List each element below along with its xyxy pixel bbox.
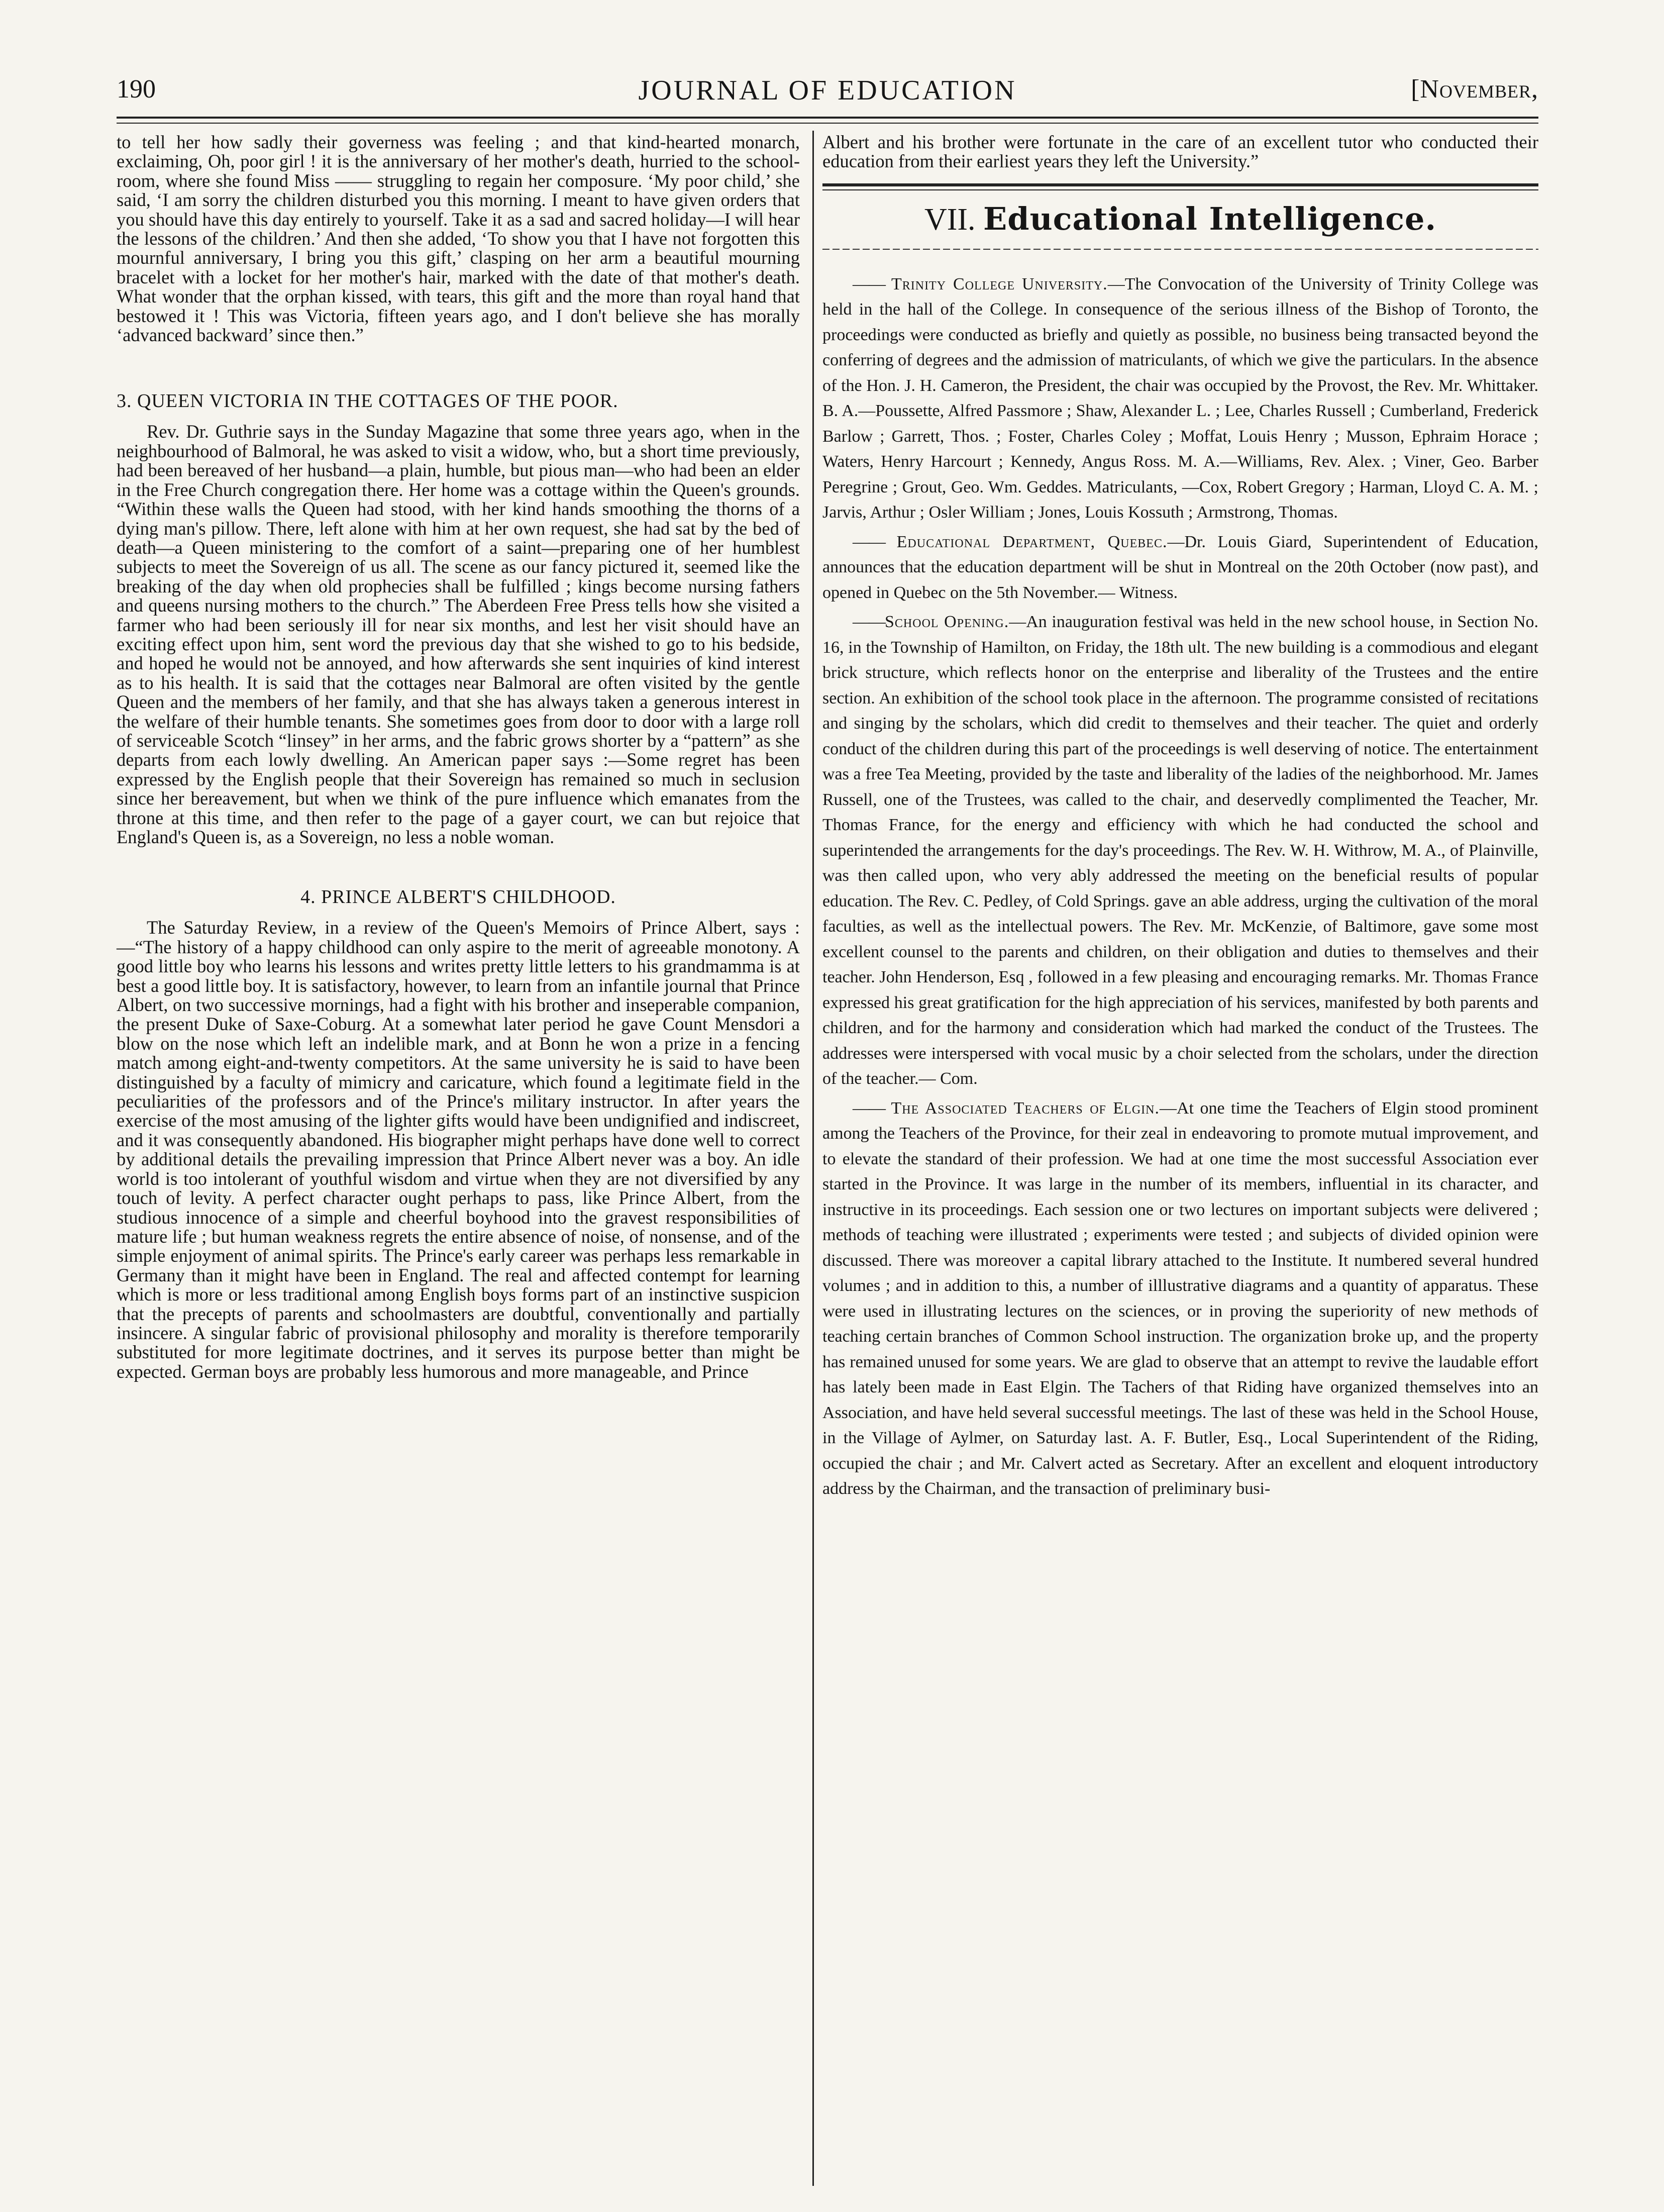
news-item-title: Trinity College University. xyxy=(891,274,1108,293)
news-item-body: Dr. Louis Giard, Superintendent of Education, announces that the education department will be shut in Montreal on the 20th October (now past), and opened in Quebec on the 5th November.— Witness. xyxy=(822,532,1538,602)
news-item-body: The Convocation of the University of Trinity College was held in the hall of the College. In consequence of the serious illness of the Bishop of Toronto, the proceedings were conducted as briefly and quietly as possible, no business being transacted beyond the conferring of degrees and the admission of matriculants, of which we give the particulars. In the absence of the Hon. J. H. Cameron, the President, the chair was occupied by the Provost, the Rev. Mr. Whittaker. B. A.—Poussette, Alfred Passmore ; Shaw, Alexander L. ; Lee, Charles Russell ; Cumberland, Frederick Barlow ; Garrett, Thos. ; Foster, Charles Coley ; Moffat, Louis Henry ; Musson, Ephraim Horace ; Waters, Henry Harcourt ; Kennedy, Angus Ross. M. A.—Williams, Rev. Alex. ; Viner, Geo. Barber Peregrine ; Grout, Geo. Wm. Geddes. Matriculants, —Cox, Robert Gregory ; Harman, Lloyd C. A. M. ; Jarvis, Arthur ; Osler William ; Jones, Louis Kossuth ; Armstrong, Thomas. xyxy=(822,274,1539,522)
news-item-body: An inauguration festival was held in the new school house, in Section No. 16, in the Township of Hamilton, on Friday, the 18th ult. The new building is a commodious and elegant brick structure, which reflects honor on the enterprise and liberality of the Trustees and the entire section. An exhibition of the school took place in the afternoon. The programme consisted of recitations and singing by the scholars, which did credit to themselves and their teacher. The quiet and orderly conduct of the children during this part of the proceedings is well deserving of notice. The entertainment was a free Tea Meeting, provided by the taste and liberality of the ladies of the neighborhood. Mr. James Russell, one of the Trustees, was called to the chair, and deservedly complimented the Teacher, Mr. Thomas France, for the energy and efficiency with which he had conducted the school and superintended the arrangements for the day's proceedings. The Rev. W. H. Withrow, M. A., of Plainville, was then called upon, who very ably addressed the meeting on the beneficial results of popular education. The Rev. C. Pedley, of Cold Springs. gave an able address, urging the cultivation of the moral faculties, as well as the intellectual powers. The Rev. Mr. McKenzie, of Baltimore, gave some most excellent counsel to the parents and children, on their obligation and duties to themselves and their teacher. John Henderson, Esq , followed in a few pleasing and encouraging remarks. Mr. Thomas France expressed his great gratification for the high appreciation of his services, manifested by both parents and children, and for the harmony and consideration which had marked the conduct of the Trustees. The addresses were interspersed with vocal music by a choir selected from the scholars, under the direction of the teacher.— Com. xyxy=(822,613,1539,1088)
section-heading-prince-albert-childhood: 4. PRINCE ALBERT'S CHILDHOOD. xyxy=(300,886,616,908)
running-header xyxy=(117,74,1538,120)
section-heading-queen-victoria-cottages: 3. QUEEN VICTORIA IN THE COTTAGES OF THE POOR. xyxy=(117,390,618,412)
banner-number: VII. xyxy=(924,202,976,237)
journal-title: JOURNAL OF EDUCATION xyxy=(638,75,1017,106)
header-rule-thick xyxy=(117,117,1538,119)
issue-month: [November, xyxy=(1411,75,1538,104)
news-item-title: The Associated Teachers of Elgin. xyxy=(891,1098,1160,1118)
continued-paragraph-right: Albert and his brother were fortunate in the care of an excellent tutor who conducted their education from their earliest years they left the University.” xyxy=(822,132,1538,172)
news-item-title: School Opening. xyxy=(885,613,1009,632)
section-banner xyxy=(822,199,1538,239)
news-items xyxy=(822,272,1538,1502)
banner-rule xyxy=(822,183,1538,190)
header-rule-thin xyxy=(117,123,1538,124)
news-item-elgin-teachers: —— The Associated Teachers of Elgin.—At one time the Teachers of Elgin stood prominent among the Teachers of the Province, for their zeal in endeavoring to promote mutual improvement, and to elevate the standard of their profession. We had at one time the most successful Association ever started in the Province. It was large in the number of its members, influential in its character, and instructive in its proceedings. Each session one or two lectures on important subjects were delivered ; methods of teaching were illustrated ; experiments were tested ; and subjects of divided opinion were discussed. There was moreover a capital library attached to the Institute. It numbered several hundred volumes ; and in addition to this, a number of illlustrative diagrams and a quantity of apparatus. These were used in illustrating lectures on the sciences, or in proving the superiority of new methods of teaching certain branches of Common School instruction. The organization broke up, and the property has remained unused for some years. We are glad to observe that an attempt to revive the laudable effort has lately been made in East Elgin. The Tachers of that Riding have organized themselves into an Association, and have held several successful meetings. The last of these was held in the School House, in the Village of Aylmer, on Saturday last. A. F. Butler, Esq., Local Superintendent of the Riding, occupied the chair ; and Mr. Calvert acted as Secretary. After an excellent and eloquent introductory address by the Chairman, and the transaction of preliminary busi- xyxy=(822,1098,1539,1498)
news-item-title: Educational Department, Quebec. xyxy=(896,532,1168,551)
news-item-trinity-college: —— Trinity College University.—The Convocation of the University of Trinity College was held in the hall of the College. In consequence of the serious illness of the Bishop of Toronto, the proceedings were conducted as briefly and quietly as possible, no business being transacted beyond the conferring of degrees and the admission of matriculants, of which we give the particulars. In the absence of the Hon. J. H. Cameron, the President, the chair was occupied by the Provost, the Rev. Mr. Whittaker. B. A.—Poussette, Alfred Passmore ; Shaw, Alexander L. ; Lee, Charles Russell ; Cumberland, Frederick Barlow ; Garrett, Thos. ; Foster, Charles Coley ; Moffat, Louis Henry ; Musson, Ephraim Horace ; Waters, Henry Harcourt ; Kennedy, Angus Ross. M. A.—Williams, Rev. Alex. ; Viner, Geo. Barber Peregrine ; Grout, Geo. Wm. Geddes. Matriculants, —Cox, Robert Gregory ; Harman, Lloyd C. A. M. ; Jarvis, Arthur ; Osler William ; Jones, Louis Kossuth ; Armstrong, Thomas. xyxy=(822,274,1539,522)
section-body-prince-albert-childhood: The Saturday Review, in a review of the Queen's Memoirs of Prince Albert, says :—“The history of a happy childhood can only aspire to the merit of agreeable monotony. A good little boy who learns his lessons and writes pretty little letters to his grandmamma is at best a good little boy. It is satisfactory, however, to learn from an infantile journal that Prince Albert, on two successive mornings, had a fight with his brother and inseperable companion, the present Duke of Saxe-Coburg. At a somewhat later period he gave Count Mensdori a blow on the nose which left an indelible mark, and at Bonn he won a prize in a fencing match among eight-and-twenty competitors. At the same university he is said to have been distinguished by a faculty of mimicry and caricature, which found a legitimate field in the peculiarities of the professors and of the Prince's military instructor. In after years the exercise of the most amusing of the lighter gifts would have been undignified and indiscreet, and it was consequently abandoned. His biographer might perhaps have done well to correct by additional details the prevailing impression that Prince Albert never was a boy. An idle world is too intolerant of youthful wisdom and virtue when they are not diversified by any touch of levity. A perfect character ought perhaps to pass, like Prince Albert, from the studious innocence of a simple and cheerful boyhood into the gravest responsibilities of mature life ; but human weakness regrets the entire absence of noise, of nonsense, and of the simple enjoyment of animal spirits. The Prince's early career was perhaps less remarkable in Germany than it might have been in England. The real and affected contempt for learning which is more or less traditional among English boys forms part of an instinctive suspicion that the precepts of parents and schoolmasters are doubtful, conventionally and partially insincere. A singular fabric of provisional philosophy and morality is therefore temporarily substituted for more legitimate doctrines, and it serves its purpose better than might be expected. German boys are probably less humorous and more manageable, and Prince xyxy=(117,917,800,1382)
page-number: 190 xyxy=(117,75,156,104)
section-body-queen-victoria-cottages: Rev. Dr. Guthrie says in the Sunday Magazine that some three years ago, when in the neighbourhood of Balmoral, he was asked to visit a widow, who, but a short time previously, had been bereaved of her husband—a plain, humble, but pious man—who had been an elder in the Free Church congregation there. Her home was a cottage within the Queen's grounds. “Within these walls the Queen had stood, with her kind hands smoothing the thorns of a dying man's pillow. There, left alone with him at her own request, she had sat by the bed of death—a Queen ministering to the comfort of a saint—preparing one of her humblest subjects to meet the Sovereign of us all. The scene as our fancy pictured it, seemed like the breaking of the day when old prophecies shall be fulfilled ; kings become nursing fathers and queens nursing mothers to the church.” The Aberdeen Free Press tells how she visited a farmer who had been seriously ill for near six months, and lest her visit should have an exciting effect upon him, sent word the previous day that she wished to go to his bedside, and hoped he would not be annoyed, and how afterwards she sent inquiries of kind interest as to his health. It is said that the cottages near Balmoral are often visited by the gentle Queen and the members of her family, and that she has always taken a generous interest in the welfare of their humble tenants. She sometimes goes from door to door with a large roll of serviceable Scotch “linsey” in her arms, and the fabric grows shorter by a “pattern” as she departs from each lowly dwelling. An American paper says :—Some regret has been expressed by the English people that their Sovereign has remained so much in seclusion since her bereavement, but when we think of the pure influence which emanates from the throne at this time, and then refer to the page of a gayer court, we can but rejoice that England's Queen is, as a Sovereign, no less a noble woman. xyxy=(117,421,800,847)
banner-title: Educational Intelligence. xyxy=(983,200,1437,237)
banner-ornament-rule xyxy=(822,244,1538,254)
column-divider xyxy=(812,131,814,2186)
news-item-education-department: —— Educational Department, Quebec.—Dr. Louis Giard, Superintendent of Education, announces that the education department will be shut in Montreal on the 20th October (now past), and opened in Quebec on the 5th November.— Witness. xyxy=(822,532,1538,602)
news-item-body: At one time the Teachers of Elgin stood prominent among the Teachers of the Province, for their zeal in endeavoring to promote mutual improvement, and to elevate the standard of their profession. We had at one time the most successful Association ever started in the Province. It was large in the number of its members, influential in its character, and instructive in its proceedings. Each session one or two lectures on important subjects were delivered ; methods of teaching were illustrated ; experiments were tested ; and subjects of divided opinion were discussed. There was moreover a capital library attached to the Institute. It numbered several hundred volumes ; and in addition to this, a number of illlustrative diagrams and a quantity of apparatus. These were used in illustrating lectures on the sciences, or in proving the superiority of new methods of teaching certain branches of Common School instruction. The organization broke up, and the property has remained unused for some years. We are glad to observe that an attempt to revive the laudable effort has lately been made in East Elgin. The Tachers of that Riding have organized themselves into an Association, and have held several successful meetings. The last of these was held in the School House, in the Village of Aylmer, on Saturday last. A. F. Butler, Esq., Local Superintendent of the Riding, occupied the chair ; and Mr. Calvert acted as Secretary. After an excellent and eloquent introductory address by the Chairman, and the transaction of preliminary busi- xyxy=(822,1098,1539,1498)
left-column xyxy=(117,133,800,2193)
right-column xyxy=(822,133,1538,2193)
continued-paragraph: to tell her how sadly their governess was feeling ; and that kind-hearted monarch, exclaiming, Oh, poor girl ! it is the anniversary of her mother's death, hurried to the school-room, where she found Miss —— struggling to regain her composure. ‘My poor child,’ she said, ‘I am sorry the children disturbed you this morning. I meant to have given orders that you should have this day entirely to yourself. Take it as a sad and sacred holiday—I will hear the lessons of the children.’ And then she added, ‘To show you that I have not forgotten this mournful anniversary, I bring you this gift,’ clasping on her arm a beautiful mourning bracelet with a locket for her mother's hair, marked with the date of that mother's death. What wonder that the orphan kissed, with tears, this gift and the more than royal hand that bestowed it ! This was Victoria, fifteen years ago, and I don't believe she has morally ‘advanced backward’ since then.” xyxy=(117,132,800,346)
news-item-school-opening: ——School Opening.—An inauguration festival was held in the new school house, in Section No. 16, in the Township of Hamilton, on Friday, the 18th ult. The new building is a commodious and elegant brick structure, which reflects honor on the enterprise and liberality of the Trustees and the entire section. An exhibition of the school took place in the afternoon. The programme consisted of recitations and singing by the scholars, which did credit to themselves and their teacher. The quiet and orderly conduct of the children during this part of the proceedings is well deserving of notice. The entertainment was a free Tea Meeting, provided by the taste and liberality of the ladies of the neighborhood. Mr. James Russell, one of the Trustees, was called to the chair, and deservedly complimented the Teacher, Mr. Thomas France, for the energy and efficiency with which he had conducted the school and superintended the arrangements for the day's proceedings. The Rev. W. H. Withrow, M. A., of Plainville, was then called upon, who very ably addressed the meeting on the beneficial results of popular education. The Rev. C. Pedley, of Cold Springs. gave an able address, urging the cultivation of the moral faculties, as well as the intellectual powers. The Rev. Mr. McKenzie, of Baltimore, gave some most excellent counsel to the parents and children, on their obligation and duties to themselves and their teacher. John Henderson, Esq , followed in a few pleasing and encouraging remarks. Mr. Thomas France expressed his great gratification for the high appreciation of his services, manifested by both parents and children, and for the harmony and consideration which had marked the conduct of the Trustees. The addresses were interspersed with vocal music by a choir selected from the scholars, under the direction of the teacher.— Com. xyxy=(822,613,1539,1088)
